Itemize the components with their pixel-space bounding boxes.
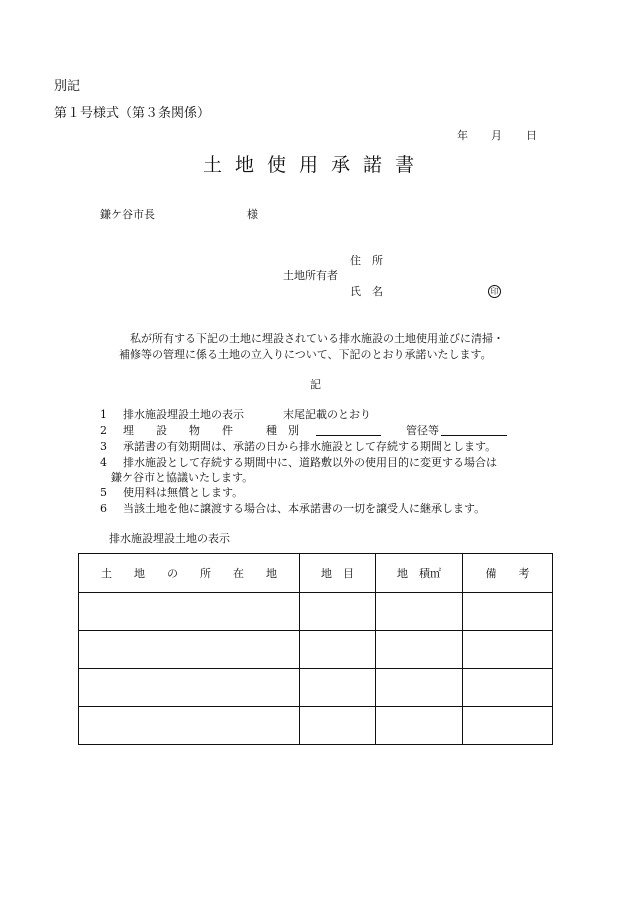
table-cell[interactable]	[463, 593, 553, 631]
header-location: 土 地 の 所 在 地	[79, 554, 300, 593]
table-cell[interactable]	[376, 631, 463, 669]
table-row	[79, 707, 553, 745]
item-4-continuation: 鎌ケ谷市と協議いたします。	[111, 471, 254, 484]
item-3-text: 承諾書の有効期間は、承諾の日から排水施設として存続する期間とします。	[123, 440, 497, 453]
item-6-number: 6	[100, 502, 107, 515]
table-cell[interactable]	[300, 707, 376, 745]
owner-name-label: 氏 名	[350, 285, 383, 298]
table-cell[interactable]	[300, 593, 376, 631]
item-2-extra: 管径等	[406, 424, 439, 437]
table-cell[interactable]	[79, 631, 300, 669]
header-area: 地 積㎡	[376, 554, 463, 593]
table-header-row	[79, 554, 553, 593]
item-2-type-field[interactable]	[316, 425, 381, 438]
table-cell[interactable]	[79, 707, 300, 745]
form-number: 第１号様式（第３条関係）	[54, 106, 211, 121]
item-1-text: 排水施設埋設土地の表示	[123, 408, 244, 421]
body-line-2: 補修等の管理に係る土地の立入りについて、下記のとおり承諾いたします。	[119, 348, 492, 361]
item-3-number: 3	[100, 440, 107, 453]
item-1-value: 末尾記載のとおり	[283, 408, 371, 421]
table-cell[interactable]	[79, 669, 300, 707]
table-cell[interactable]	[376, 593, 463, 631]
table-row	[79, 631, 553, 669]
annex-label: 別記	[54, 79, 81, 94]
table-cell[interactable]	[300, 669, 376, 707]
table-cell[interactable]	[463, 669, 553, 707]
item-6-text: 当該土地を他に譲渡する場合は、本承諾書の一切を譲受人に継承します。	[123, 502, 486, 515]
table-cell[interactable]	[463, 707, 553, 745]
land-table	[78, 553, 553, 745]
item-2-diameter-field[interactable]	[441, 425, 507, 438]
body-line-1: 私が所有する下記の土地に埋設されている排水施設の土地使用並びに清掃・	[130, 332, 504, 345]
ki-label: 記	[310, 378, 321, 391]
date-month: 月	[491, 129, 502, 142]
table-cell[interactable]	[79, 593, 300, 631]
item-1-number: 1	[100, 408, 107, 421]
header-remarks: 備 考	[463, 554, 553, 593]
item-5-number: 5	[100, 486, 107, 499]
addressee-honorific: 様	[247, 208, 258, 221]
item-2-text: 埋 設 物 件 種 別	[123, 424, 299, 437]
table-cell[interactable]	[300, 631, 376, 669]
seal-mark: 印	[488, 285, 501, 298]
item-2-number: 2	[100, 424, 107, 437]
header-land-category: 地 目	[300, 554, 376, 593]
table-row	[79, 669, 553, 707]
document-title: 土地使用承諾書	[203, 154, 428, 176]
addressee-name: 鎌ケ谷市長	[100, 208, 155, 221]
item-4-number: 4	[100, 456, 107, 469]
owner-address-label: 住 所	[350, 254, 383, 267]
table-cell[interactable]	[376, 707, 463, 745]
table-row	[79, 593, 553, 631]
date-year: 年	[457, 129, 468, 142]
item-4-text: 排水施設として存続する期間中に、道路敷以外の使用目的に変更する場合は	[123, 456, 497, 469]
item-5-text: 使用料は無償とします。	[123, 486, 244, 499]
date-day: 日	[526, 129, 537, 142]
table-cell[interactable]	[463, 631, 553, 669]
owner-role: 土地所有者	[283, 269, 338, 282]
table-caption: 排水施設埋設土地の表示	[109, 532, 230, 545]
table-cell[interactable]	[376, 669, 463, 707]
